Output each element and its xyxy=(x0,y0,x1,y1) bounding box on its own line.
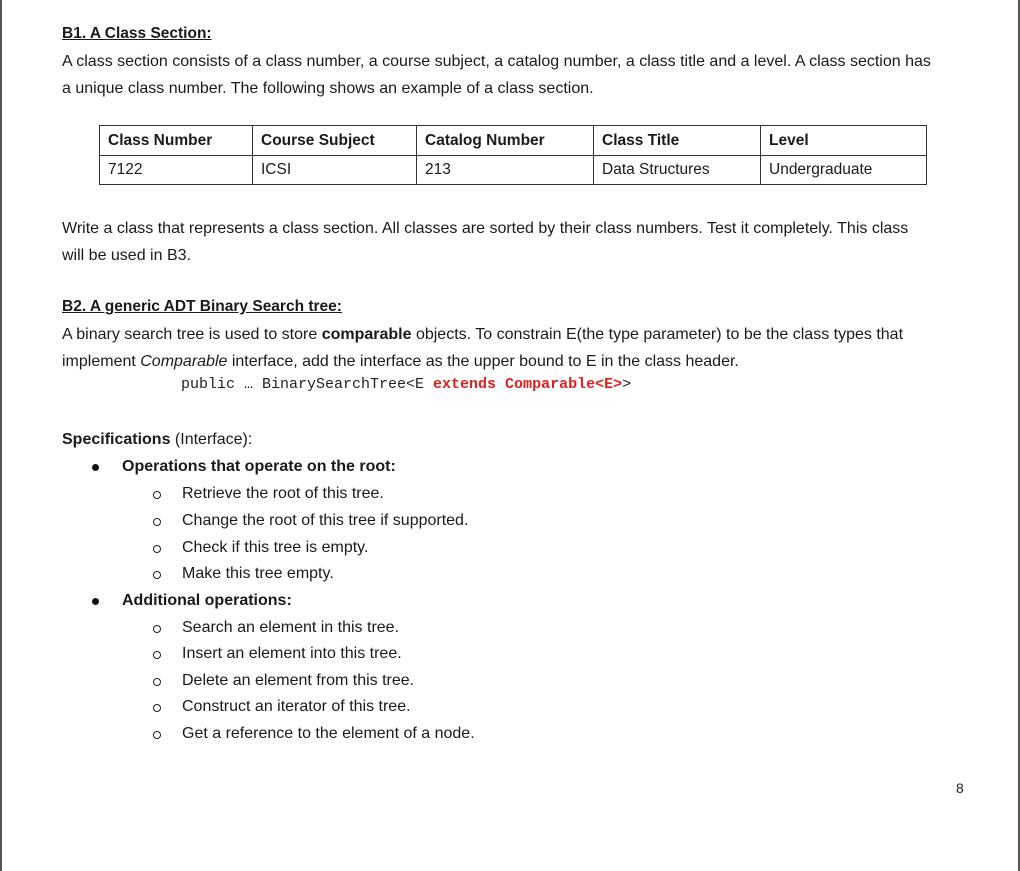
code-plain: public … BinarySearchTree<E xyxy=(181,376,434,393)
table-cell: 7122 xyxy=(100,156,253,185)
b2-line2 xyxy=(62,348,962,375)
table-header-cell: Class Number xyxy=(100,126,253,156)
circle-bullet-icon xyxy=(153,731,161,739)
b2-line1-text: A binary search tree is used to store xyxy=(62,326,322,343)
list-item: Delete an element from this tree. xyxy=(182,672,415,689)
table-row xyxy=(100,156,927,185)
b2-line2-italic: Comparable xyxy=(140,353,228,370)
bullet-icon xyxy=(92,598,99,605)
circle-bullet-icon xyxy=(153,678,161,686)
group-label-root-ops: Operations that operate on the root: xyxy=(122,458,396,475)
b1-intro xyxy=(62,48,962,102)
circle-bullet-icon xyxy=(153,518,161,526)
table-header-cell: Level xyxy=(761,126,927,156)
table-header-cell: Class Title xyxy=(594,126,761,156)
b2-heading: B2. A generic ADT Binary Search tree: xyxy=(62,298,342,315)
list-item: Construct an iterator of this tree. xyxy=(182,698,411,715)
circle-bullet-icon xyxy=(153,625,161,633)
page-number: 8 xyxy=(956,780,964,796)
page-left-border xyxy=(0,0,2,871)
b2-line1-bold: comparable xyxy=(321,326,412,343)
list-item: Check if this tree is empty. xyxy=(182,539,369,556)
b1-task xyxy=(62,215,962,269)
b1-task-line2: will be used in B3. xyxy=(62,247,191,264)
specifications-title-bold: Specifications xyxy=(62,431,171,448)
b2-line1 xyxy=(62,321,962,348)
list-item: Insert an element into this tree. xyxy=(182,645,402,662)
circle-bullet-icon xyxy=(153,651,161,659)
group-label-additional-ops: Additional operations: xyxy=(122,592,292,609)
b1-intro-line2: a unique class number. The following shows an example of a class section. xyxy=(62,80,594,97)
b2-description xyxy=(62,321,962,375)
circle-bullet-icon xyxy=(153,491,161,499)
list-item: Make this tree empty. xyxy=(182,565,334,582)
bullet-icon xyxy=(92,464,99,471)
list-item: Retrieve the root of this tree. xyxy=(182,485,384,502)
specifications-title xyxy=(62,431,252,449)
list-item: Change the root of this tree if supported. xyxy=(182,512,469,529)
table-cell: Data Structures xyxy=(594,156,761,185)
table-cell: Undergraduate xyxy=(761,156,927,185)
table-header-cell: Course Subject xyxy=(253,126,417,156)
code-keyword: extends Comparable<E> xyxy=(433,376,623,393)
b1-intro-line1: A class section consists of a class number, a course subject, a catalog number, a class title and a level. A class section has xyxy=(62,53,931,70)
b2-line1-text-end: objects. To constrain E(the type parameter) to be the class types that xyxy=(411,326,904,343)
circle-bullet-icon xyxy=(153,545,161,553)
code-end: > xyxy=(622,376,632,393)
circle-bullet-icon xyxy=(153,704,161,712)
class-header-code xyxy=(181,376,631,393)
table-header-cell: Catalog Number xyxy=(417,126,594,156)
b1-heading: B1. A Class Section: xyxy=(62,25,212,42)
b2-line2-text: implement xyxy=(62,353,141,370)
table-header-row xyxy=(100,126,927,156)
class-section-table xyxy=(99,125,927,185)
table-cell: ICSI xyxy=(253,156,417,185)
list-item: Get a reference to the element of a node. xyxy=(182,725,475,742)
circle-bullet-icon xyxy=(153,571,161,579)
b2-line2-text-end: interface, add the interface as the upper bound to E in the class header. xyxy=(227,353,739,370)
b1-task-line1: Write a class that represents a class section. All classes are sorted by their class numbers. Test it completely. This class xyxy=(62,220,909,237)
table-cell: 213 xyxy=(417,156,594,185)
list-item: Search an element in this tree. xyxy=(182,619,400,636)
specifications-title-rest: (Interface): xyxy=(170,431,253,448)
